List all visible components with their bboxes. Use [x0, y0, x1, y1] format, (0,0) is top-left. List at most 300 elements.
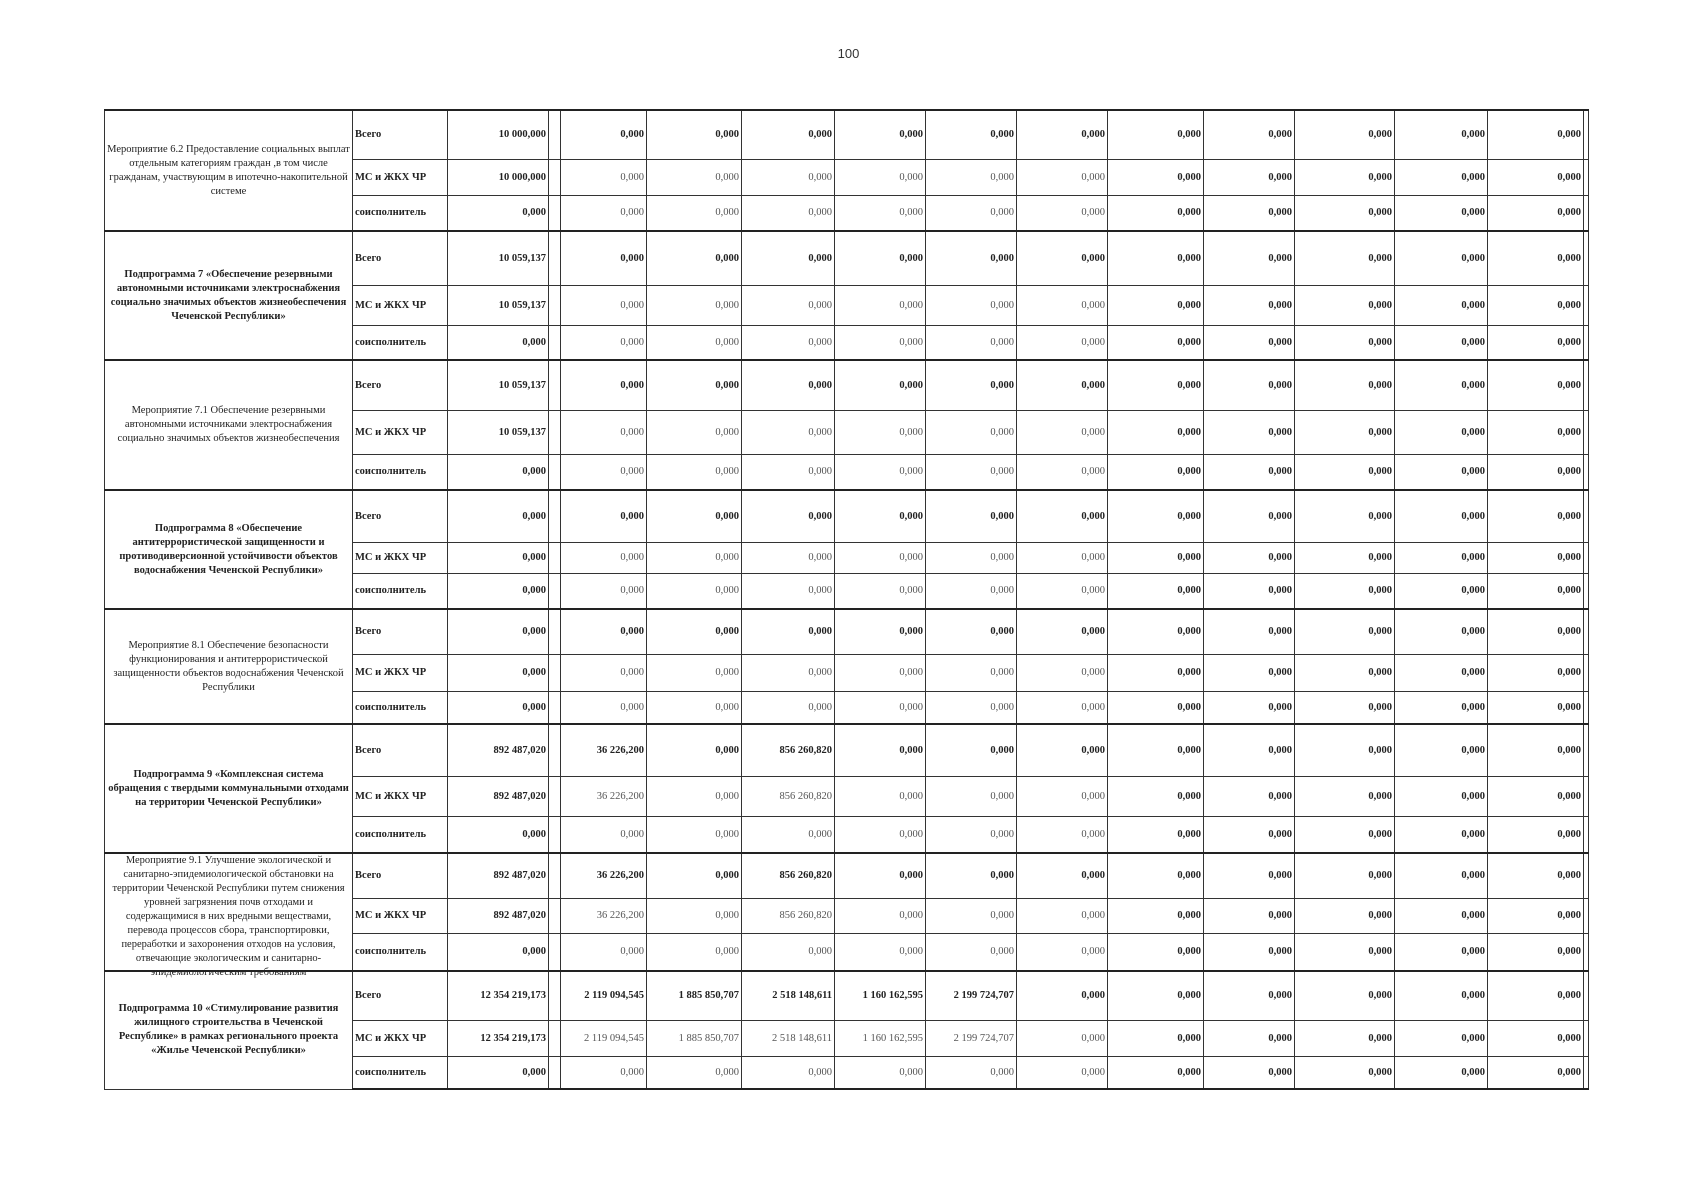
row-title [105, 360, 353, 490]
row-title-text: Подпрограмма 10 «Стимулирование развития жилищного строительства в Чеченской Республике» в рамках регионального проекта «Жилье Чеченской Республики» [118, 1003, 339, 1057]
value-cell: 0,000 [742, 654, 835, 691]
value-cell: 0,000 [742, 454, 835, 490]
value-cell: 0,000 [561, 454, 647, 490]
value-cell: 0,000 [1395, 573, 1488, 609]
value-cell: 0,000 [448, 816, 549, 853]
funding-source: МС и ЖКХ ЧР [353, 1020, 448, 1056]
value-cell: 0,000 [926, 776, 1017, 816]
column-divider [549, 1020, 561, 1056]
funding-source: МС и ЖКХ ЧР [353, 159, 448, 195]
value-cell: 0,000 [1488, 410, 1584, 454]
value-cell: 0,000 [647, 285, 742, 325]
value-cell: 1 885 850,707 [647, 1020, 742, 1056]
funding-source: Всего [353, 231, 448, 285]
value-cell: 0,000 [1488, 231, 1584, 285]
value-cell: 0,000 [448, 1056, 549, 1089]
column-divider [549, 898, 561, 933]
value-cell: 0,000 [561, 410, 647, 454]
value-cell: 0,000 [1295, 776, 1395, 816]
value-cell: 0,000 [1395, 853, 1488, 898]
value-cell: 0,000 [1204, 231, 1295, 285]
funding-source: соисполнитель [353, 573, 448, 609]
value-cell: 0,000 [1204, 410, 1295, 454]
value-cell: 0,000 [1295, 933, 1395, 971]
value-cell: 0,000 [1204, 816, 1295, 853]
table-row [105, 110, 1589, 159]
table-edge [1584, 454, 1589, 490]
value-cell: 0,000 [1295, 360, 1395, 410]
value-cell: 0,000 [1295, 195, 1395, 231]
value-cell: 0,000 [835, 454, 926, 490]
value-cell: 0,000 [647, 195, 742, 231]
value-cell: 0,000 [561, 1056, 647, 1089]
value-cell: 0,000 [1295, 325, 1395, 360]
value-cell: 0,000 [1108, 724, 1204, 776]
value-cell: 0,000 [926, 573, 1017, 609]
value-cell: 0,000 [1017, 654, 1108, 691]
value-cell: 0,000 [1295, 285, 1395, 325]
value-cell: 0,000 [926, 609, 1017, 654]
value-cell: 0,000 [1108, 573, 1204, 609]
value-cell: 0,000 [1395, 360, 1488, 410]
value-cell: 0,000 [1395, 816, 1488, 853]
column-divider [549, 609, 561, 654]
value-cell: 12 354 219,173 [448, 1020, 549, 1056]
row-title-text: Мероприятие 7.1 Обеспечение резервными автономными источниками электроснабжения социально значимых объектов жизнеобеспечения [117, 405, 340, 444]
value-cell: 0,000 [1488, 853, 1584, 898]
value-cell: 36 226,200 [561, 898, 647, 933]
table-row [105, 853, 1589, 898]
value-cell: 0,000 [835, 410, 926, 454]
value-cell: 0,000 [1295, 542, 1395, 573]
value-cell: 0,000 [1017, 454, 1108, 490]
value-cell: 0,000 [1108, 816, 1204, 853]
value-cell: 0,000 [1108, 360, 1204, 410]
value-cell: 0,000 [1395, 195, 1488, 231]
column-divider [549, 325, 561, 360]
value-cell: 0,000 [1488, 490, 1584, 542]
value-cell: 0,000 [835, 1056, 926, 1089]
value-cell: 0,000 [1108, 110, 1204, 159]
value-cell: 0,000 [1488, 360, 1584, 410]
value-cell: 0,000 [835, 898, 926, 933]
value-cell: 0,000 [1108, 159, 1204, 195]
value-cell: 0,000 [1204, 898, 1295, 933]
value-cell: 0,000 [926, 110, 1017, 159]
value-cell: 0,000 [561, 360, 647, 410]
value-cell: 0,000 [926, 195, 1017, 231]
value-cell: 1 160 162,595 [835, 1020, 926, 1056]
value-cell: 0,000 [835, 325, 926, 360]
table-edge [1584, 1056, 1589, 1089]
value-cell: 0,000 [1108, 609, 1204, 654]
value-cell: 892 487,020 [448, 776, 549, 816]
column-divider [549, 231, 561, 285]
column-divider [549, 410, 561, 454]
value-cell: 36 226,200 [561, 724, 647, 776]
value-cell: 0,000 [742, 1056, 835, 1089]
value-cell: 0,000 [1017, 573, 1108, 609]
column-divider [549, 816, 561, 853]
value-cell: 0,000 [1204, 776, 1295, 816]
value-cell: 0,000 [1295, 1020, 1395, 1056]
value-cell: 0,000 [835, 573, 926, 609]
value-cell: 0,000 [926, 325, 1017, 360]
value-cell: 0,000 [1204, 724, 1295, 776]
column-divider [549, 195, 561, 231]
value-cell: 0,000 [926, 285, 1017, 325]
value-cell: 0,000 [1395, 933, 1488, 971]
value-cell: 0,000 [1204, 325, 1295, 360]
table-edge [1584, 816, 1589, 853]
value-cell: 0,000 [1108, 1020, 1204, 1056]
value-cell: 0,000 [1395, 490, 1488, 542]
value-cell: 0,000 [835, 816, 926, 853]
value-cell: 0,000 [926, 159, 1017, 195]
value-cell: 0,000 [926, 933, 1017, 971]
table-row [105, 609, 1589, 654]
value-cell: 0,000 [561, 231, 647, 285]
value-cell: 0,000 [1395, 159, 1488, 195]
funding-source: соисполнитель [353, 1056, 448, 1089]
value-cell: 0,000 [1108, 971, 1204, 1020]
value-cell: 0,000 [926, 654, 1017, 691]
value-cell: 0,000 [647, 159, 742, 195]
value-cell: 0,000 [1204, 971, 1295, 1020]
value-cell: 0,000 [1204, 853, 1295, 898]
row-title-text: Подпрограмма 7 «Обеспечение резервными автономными источниками электроснабжения социально значимых объектов жизнеобеспечения Чеченской Республики» [110, 268, 347, 322]
funding-source: МС и ЖКХ ЧР [353, 654, 448, 691]
value-cell: 0,000 [1204, 159, 1295, 195]
value-cell: 0,000 [561, 609, 647, 654]
value-cell: 0,000 [1295, 971, 1395, 1020]
value-cell: 2 199 724,707 [926, 1020, 1017, 1056]
column-divider [549, 285, 561, 325]
value-cell: 0,000 [647, 410, 742, 454]
value-cell: 0,000 [1295, 898, 1395, 933]
value-cell: 0,000 [448, 933, 549, 971]
value-cell: 0,000 [835, 360, 926, 410]
value-cell: 0,000 [561, 816, 647, 853]
funding-source: МС и ЖКХ ЧР [353, 898, 448, 933]
value-cell: 0,000 [1488, 654, 1584, 691]
funding-source: Всего [353, 853, 448, 898]
value-cell: 0,000 [1017, 691, 1108, 724]
value-cell: 0,000 [742, 110, 835, 159]
value-cell: 0,000 [647, 490, 742, 542]
value-cell: 0,000 [1017, 159, 1108, 195]
table-edge [1584, 933, 1589, 971]
table-edge [1584, 195, 1589, 231]
value-cell: 0,000 [1204, 1020, 1295, 1056]
value-cell: 0,000 [448, 654, 549, 691]
value-cell: 0,000 [742, 325, 835, 360]
value-cell: 0,000 [1295, 816, 1395, 853]
value-cell: 0,000 [742, 360, 835, 410]
value-cell: 0,000 [1017, 853, 1108, 898]
value-cell: 0,000 [1108, 776, 1204, 816]
value-cell: 0,000 [742, 490, 835, 542]
table-edge [1584, 325, 1589, 360]
value-cell: 0,000 [1488, 898, 1584, 933]
value-cell: 0,000 [1488, 971, 1584, 1020]
value-cell: 12 354 219,173 [448, 971, 549, 1020]
value-cell: 0,000 [926, 490, 1017, 542]
row-title [105, 853, 353, 978]
value-cell: 0,000 [647, 776, 742, 816]
value-cell: 856 260,820 [742, 898, 835, 933]
value-cell: 0,000 [647, 898, 742, 933]
value-cell: 0,000 [835, 159, 926, 195]
column-divider [549, 490, 561, 542]
column-divider [549, 110, 561, 159]
value-cell: 0,000 [926, 1056, 1017, 1089]
value-cell: 0,000 [926, 853, 1017, 898]
value-cell: 0,000 [1295, 691, 1395, 724]
value-cell: 0,000 [448, 691, 549, 724]
column-divider [549, 933, 561, 971]
value-cell: 0,000 [1017, 898, 1108, 933]
value-cell: 0,000 [835, 609, 926, 654]
value-cell: 0,000 [1295, 1056, 1395, 1089]
value-cell: 0,000 [1395, 1056, 1488, 1089]
value-cell: 0,000 [1204, 454, 1295, 490]
value-cell: 0,000 [647, 360, 742, 410]
row-title [105, 490, 353, 609]
value-cell: 0,000 [1204, 285, 1295, 325]
value-cell: 0,000 [1295, 490, 1395, 542]
table-edge [1584, 110, 1589, 159]
value-cell: 0,000 [742, 609, 835, 654]
value-cell: 892 487,020 [448, 853, 549, 898]
value-cell: 0,000 [647, 1056, 742, 1089]
value-cell: 0,000 [1204, 933, 1295, 971]
value-cell: 0,000 [926, 816, 1017, 853]
table-edge [1584, 573, 1589, 609]
value-cell: 0,000 [1395, 691, 1488, 724]
value-cell: 0,000 [1204, 360, 1295, 410]
column-divider [549, 1056, 561, 1089]
value-cell: 0,000 [926, 724, 1017, 776]
value-cell: 0,000 [1488, 195, 1584, 231]
value-cell: 0,000 [1017, 360, 1108, 410]
column-divider [549, 159, 561, 195]
value-cell: 0,000 [1295, 609, 1395, 654]
value-cell: 0,000 [742, 410, 835, 454]
value-cell: 0,000 [1488, 1020, 1584, 1056]
value-cell: 0,000 [1108, 691, 1204, 724]
value-cell: 1 885 850,707 [647, 971, 742, 1020]
table-row [105, 360, 1589, 410]
value-cell: 10 059,137 [448, 231, 549, 285]
value-cell: 856 260,820 [742, 776, 835, 816]
value-cell: 10 059,137 [448, 360, 549, 410]
funding-source: соисполнитель [353, 816, 448, 853]
table-edge [1584, 1020, 1589, 1056]
value-cell: 0,000 [835, 724, 926, 776]
funding-source: соисполнитель [353, 691, 448, 724]
table-edge [1584, 490, 1589, 542]
value-cell: 0,000 [1488, 110, 1584, 159]
column-divider [549, 724, 561, 776]
value-cell: 0,000 [647, 654, 742, 691]
value-cell: 0,000 [561, 159, 647, 195]
table-edge [1584, 410, 1589, 454]
value-cell: 0,000 [1488, 159, 1584, 195]
value-cell: 0,000 [561, 110, 647, 159]
table-edge [1584, 159, 1589, 195]
table-row [105, 231, 1589, 285]
funding-source: МС и ЖКХ ЧР [353, 285, 448, 325]
value-cell: 0,000 [1488, 609, 1584, 654]
table-row [105, 971, 1589, 1020]
value-cell: 0,000 [1017, 110, 1108, 159]
value-cell: 2 518 148,611 [742, 971, 835, 1020]
value-cell: 0,000 [647, 542, 742, 573]
column-divider [549, 853, 561, 898]
column-divider [549, 654, 561, 691]
value-cell: 0,000 [1108, 325, 1204, 360]
funding-source: Всего [353, 490, 448, 542]
funding-source: МС и ЖКХ ЧР [353, 776, 448, 816]
value-cell: 0,000 [742, 542, 835, 573]
row-title [105, 971, 353, 1089]
table-row [105, 724, 1589, 776]
value-cell: 10 059,137 [448, 410, 549, 454]
value-cell: 0,000 [1488, 816, 1584, 853]
row-title-text: Мероприятие 8.1 Обеспечение безопасности функционирования и антитеррористической защищенности объектов водоснабжения Чеченской Республики [113, 639, 344, 693]
value-cell: 0,000 [647, 816, 742, 853]
row-title [105, 110, 353, 231]
value-cell: 0,000 [1204, 573, 1295, 609]
value-cell: 0,000 [742, 285, 835, 325]
value-cell: 0,000 [1488, 776, 1584, 816]
value-cell: 2 119 094,545 [561, 1020, 647, 1056]
row-title-text: Подпрограмма 9 «Комплексная система обращения с твердыми коммунальными отходами на территории Чеченской Республики» [108, 768, 349, 808]
value-cell: 0,000 [647, 609, 742, 654]
value-cell: 0,000 [1017, 609, 1108, 654]
value-cell: 0,000 [1295, 724, 1395, 776]
funding-source: соисполнитель [353, 325, 448, 360]
column-divider [549, 691, 561, 724]
value-cell: 0,000 [1395, 654, 1488, 691]
funding-source: Всего [353, 609, 448, 654]
funding-source: Всего [353, 110, 448, 159]
value-cell: 0,000 [1395, 1020, 1488, 1056]
value-cell: 0,000 [561, 691, 647, 724]
value-cell: 10 000,000 [448, 110, 549, 159]
value-cell: 0,000 [742, 159, 835, 195]
value-cell: 10 000,000 [448, 159, 549, 195]
value-cell: 0,000 [561, 285, 647, 325]
value-cell: 0,000 [1108, 231, 1204, 285]
value-cell: 0,000 [1395, 285, 1488, 325]
column-divider [549, 776, 561, 816]
value-cell: 0,000 [647, 724, 742, 776]
value-cell: 0,000 [926, 231, 1017, 285]
value-cell: 0,000 [835, 933, 926, 971]
value-cell: 0,000 [926, 410, 1017, 454]
column-divider [549, 573, 561, 609]
value-cell: 36 226,200 [561, 853, 647, 898]
table-edge [1584, 724, 1589, 776]
value-cell: 0,000 [1017, 325, 1108, 360]
value-cell: 0,000 [1395, 325, 1488, 360]
value-cell: 0,000 [835, 195, 926, 231]
value-cell: 0,000 [1488, 724, 1584, 776]
value-cell: 0,000 [1488, 573, 1584, 609]
value-cell: 0,000 [448, 542, 549, 573]
value-cell: 0,000 [647, 933, 742, 971]
value-cell: 0,000 [647, 454, 742, 490]
value-cell: 36 226,200 [561, 776, 647, 816]
value-cell: 0,000 [448, 325, 549, 360]
value-cell: 0,000 [1017, 933, 1108, 971]
value-cell: 0,000 [1108, 933, 1204, 971]
value-cell: 0,000 [1395, 724, 1488, 776]
value-cell: 0,000 [448, 573, 549, 609]
value-cell: 0,000 [926, 898, 1017, 933]
value-cell: 0,000 [1395, 542, 1488, 573]
page-number: 100 [837, 46, 860, 61]
value-cell: 0,000 [561, 573, 647, 609]
funding-source: соисполнитель [353, 454, 448, 490]
table-edge [1584, 971, 1589, 1020]
value-cell: 0,000 [835, 691, 926, 724]
value-cell: 0,000 [1395, 110, 1488, 159]
value-cell: 0,000 [1108, 285, 1204, 325]
row-title [105, 609, 353, 724]
value-cell: 0,000 [1488, 691, 1584, 724]
row-title [105, 231, 353, 360]
column-divider [549, 454, 561, 490]
value-cell: 0,000 [1295, 231, 1395, 285]
value-cell: 10 059,137 [448, 285, 549, 325]
value-cell: 892 487,020 [448, 724, 549, 776]
value-cell: 0,000 [1108, 1056, 1204, 1089]
value-cell: 0,000 [1295, 573, 1395, 609]
value-cell: 0,000 [1488, 454, 1584, 490]
value-cell: 0,000 [1395, 609, 1488, 654]
value-cell: 0,000 [835, 231, 926, 285]
value-cell: 0,000 [835, 776, 926, 816]
value-cell: 0,000 [647, 325, 742, 360]
value-cell: 0,000 [448, 609, 549, 654]
value-cell: 0,000 [1108, 454, 1204, 490]
table-edge [1584, 542, 1589, 573]
row-title-text: Мероприятие 9.1 Улучшение экологической и санитарно-эпидемиологической обстановки на территории Чеченской Республики путем снижения уровней загрязнения почв отходами и содержащимися в них вредными веществами, перевода процессов сбора, транспортировки, переработки и захоронения отходов на условия, отвечающие экологическим и санитарно-эпидемиологическим требованиям [112, 855, 345, 978]
value-cell: 0,000 [1204, 654, 1295, 691]
value-cell: 0,000 [647, 691, 742, 724]
value-cell: 0,000 [1017, 195, 1108, 231]
value-cell: 0,000 [1017, 776, 1108, 816]
value-cell: 2 518 148,611 [742, 1020, 835, 1056]
value-cell: 0,000 [561, 325, 647, 360]
value-cell: 0,000 [742, 691, 835, 724]
table-edge [1584, 609, 1589, 654]
value-cell: 0,000 [647, 573, 742, 609]
value-cell: 0,000 [926, 691, 1017, 724]
value-cell: 0,000 [926, 454, 1017, 490]
value-cell: 0,000 [835, 654, 926, 691]
value-cell: 0,000 [448, 490, 549, 542]
value-cell: 0,000 [926, 360, 1017, 410]
value-cell: 0,000 [1395, 410, 1488, 454]
value-cell: 0,000 [1295, 454, 1395, 490]
value-cell: 2 119 094,545 [561, 971, 647, 1020]
value-cell: 0,000 [1488, 933, 1584, 971]
funding-source: Всего [353, 971, 448, 1020]
